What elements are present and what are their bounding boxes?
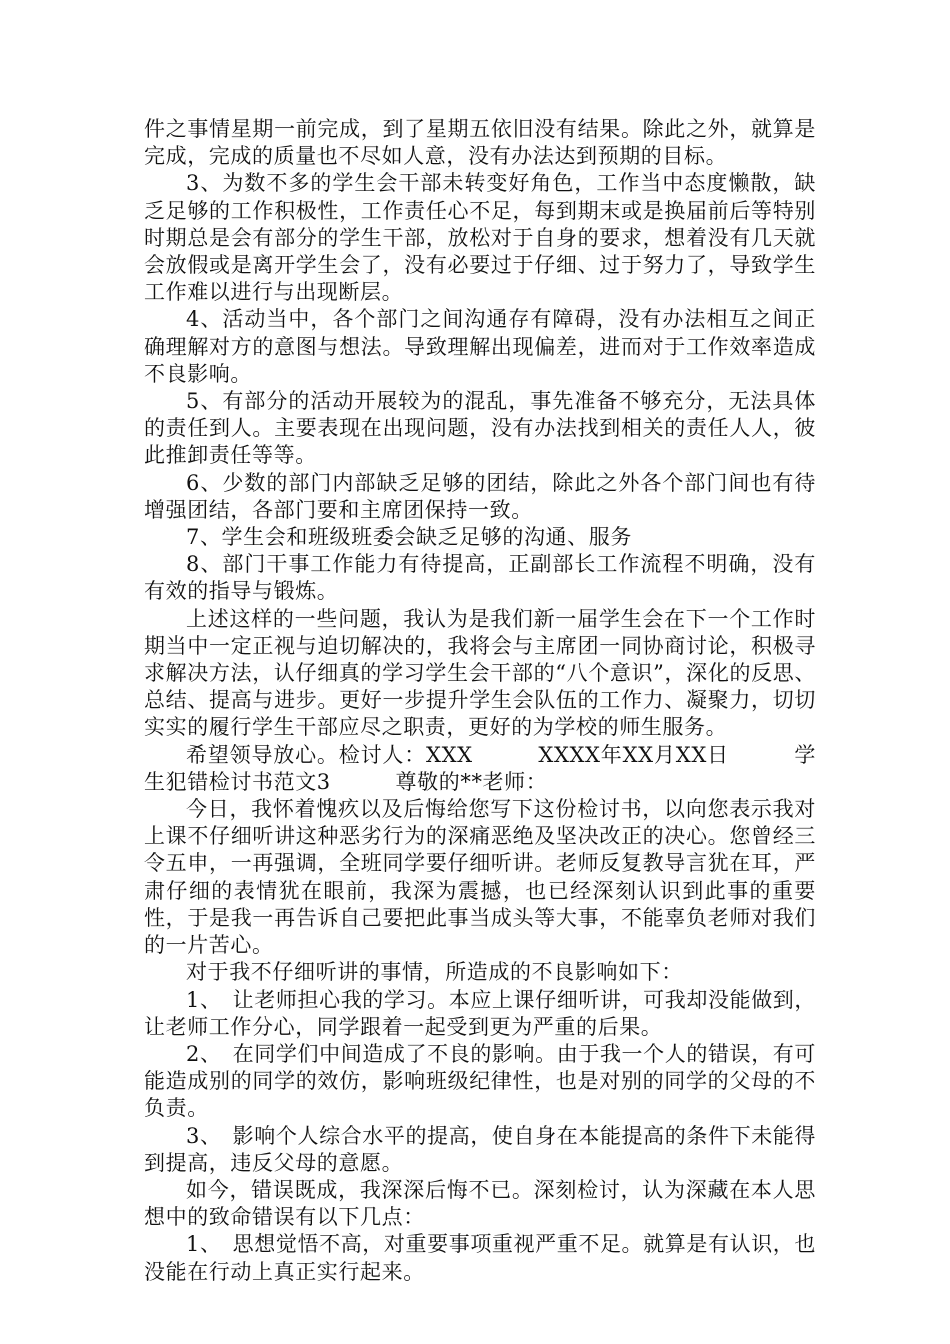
paragraph-2: 3、为数不多的学生会干部未转变好角色，工作当中态度懒散，缺乏足够的工作积极性，工作责任心不足，每到期末或是换届前后等特别时期总是会有部分的学生干部，放松对于自身的要求，想着没有几天就会放假或是离开学生会了，没有必要过于仔细、过于努力了，导致学生工作难以进行与出现断层。 <box>144 171 816 305</box>
paragraph-6: 7、学生会和班级班委会缺乏足够的沟通、服务 <box>186 525 632 550</box>
paragraph-14: 3、 影响个人综合水平的提高，使自身在本能提高的条件下未能得到提高，违反父母的意愿。 <box>144 1123 816 1175</box>
paragraph-13: 2、 在同学们中间造成了不良的影响。由于我一个人的错误，有可能造成别的同学的效仿，影响班级纪律性，也是对别的同学的父母的不负责。 <box>144 1041 816 1121</box>
document-body <box>144 116 816 1286</box>
paragraph-12: 1、 让老师担心我的学习。本应上课仔细听讲，可我却没能做到，让老师工作分心，同学跟着一起受到更为严重的后果。 <box>144 987 816 1039</box>
paragraph-9: 希望领导放心。检讨人：XXX XXXX年XX月XX日 学生犯错检讨书范文3 尊敬的**老师： <box>144 742 816 794</box>
paragraph-4: 5、有部分的活动开展较为的混乱，事先准备不够充分，无法具体的责任到人。主要表现在出现问题，没有办法找到相关的责任人人，彼此推卸责任等等。 <box>144 389 816 468</box>
paragraph-5: 6、少数的部门内部缺乏足够的团结，除此之外各个部门间也有待增强团结，各部门要和主席团保持一致。 <box>144 470 816 522</box>
paragraph-7: 8、部门干事工作能力有待提高，正副部长工作流程不明确，没有有效的指导与锻炼。 <box>144 552 816 604</box>
paragraph-16: 1、 思想觉悟不高，对重要事项重视严重不足。就算是有认识，也没能在行动上真正实行起来。 <box>144 1232 816 1284</box>
paragraph-1: 件之事情星期一前完成，到了星期五依旧没有结果。除此之外，就算是完成，完成的质量也不尽如人意，没有办法达到预期的目标。 <box>144 117 816 169</box>
paragraph-8: 上述这样的一些问题，我认为是我们新一届学生会在下一个工作时期当中一定正视与迫切解决的，我将会与主席团一同协商讨论，积极寻求解决方法，认仔细真的学习学生会干部的“八个意识”，深化的反思、总结、提高与进步。更好一步提升学生会队伍的工作力、凝聚力，切切实实的履行学生干部应尽之职责，更好的为学校的师生服务。 <box>144 606 816 740</box>
paragraph-11: 对于我不仔细听讲的事情，所造成的不良影响如下： <box>186 960 683 985</box>
paragraph-10: 今日，我怀着愧疚以及后悔给您写下这份检讨书，以向您表示我对上课不仔细听讲这种恶劣行为的深痛恶绝及坚决改正的决心。您曾经三令五申，一再强调，全班同学要仔细听讲。老师反复教导言犹在耳，严肃仔细的表情犹在眼前，我深为震撼，也已经深刻认识到此事的重要性，于是我一再告诉自己要把此事当成头等大事，不能辜负老师对我们的一片苦心。 <box>144 797 816 958</box>
paragraph-3: 4、活动当中，各个部门之间沟通存有障碍，没有办法相互之间正确理解对方的意图与想法。导致理解出现偏差，进而对于工作效率造成不良影响。 <box>144 307 816 386</box>
paragraph-15: 如今，错误既成，我深深后悔不已。深刻检讨，认为深藏在本人思想中的致命错误有以下几点： <box>144 1177 816 1230</box>
